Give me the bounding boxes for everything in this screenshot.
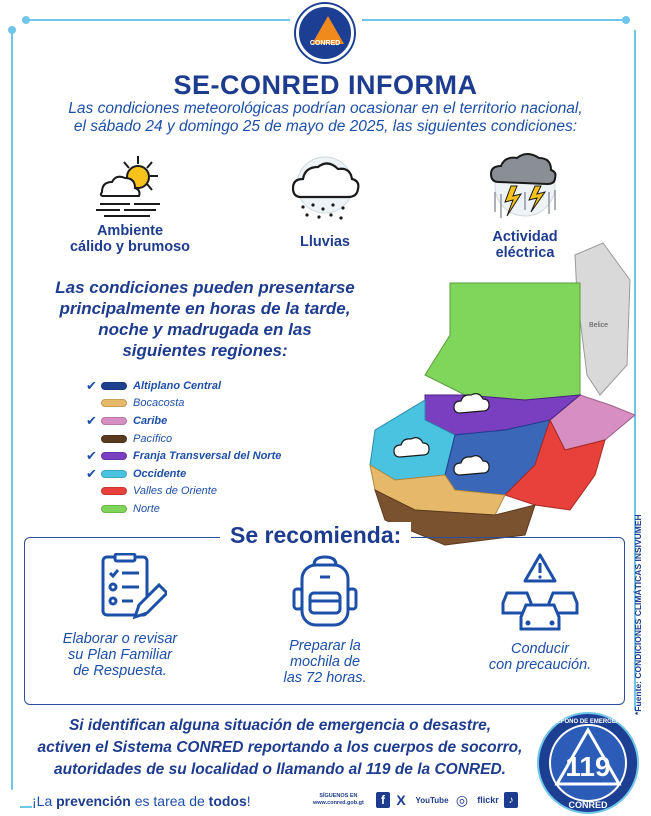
recommendation-backpack xyxy=(250,638,400,686)
map-region-norte xyxy=(425,283,580,400)
check-icon: ✔ xyxy=(86,448,97,464)
follow-us: SÍGUENOS EN www.conred.gob.gt xyxy=(313,793,364,806)
rain-cloud-icon xyxy=(283,155,367,227)
condition-hot-hazy-line1: Ambiente xyxy=(96,223,164,239)
legend-swatch xyxy=(101,452,127,460)
legend-swatch xyxy=(101,382,127,390)
recommendations-title: Se recomienda: xyxy=(220,522,411,549)
legend-swatch xyxy=(101,417,127,425)
check-icon: ✔ xyxy=(86,377,97,393)
legend-label: Norte xyxy=(133,502,160,515)
closing-message xyxy=(20,715,540,781)
sun-cloud-haze-icon xyxy=(90,152,170,222)
condition-rain-label: Lluvias xyxy=(300,234,350,250)
logo-text: CONRED xyxy=(309,40,341,47)
legend-item-valles-oriente xyxy=(84,483,304,501)
legend-label: Franja Transversal del Norte xyxy=(133,450,282,463)
regions-intro-line1: Las condiciones pueden presentarse xyxy=(55,278,355,297)
intro-line-2: el sábado 24 y domingo 25 de mayo de 2025, las siguientes condiciones: xyxy=(73,118,578,135)
footer-slogan: ¡La prevención es tarea de todos! xyxy=(32,793,251,809)
recommendation-backpack-line2: mochila de xyxy=(289,654,361,670)
map-region-belice xyxy=(575,243,630,395)
frame-top-left xyxy=(28,19,290,21)
legend-item-caribe xyxy=(84,412,304,430)
guatemala-regions-map xyxy=(355,235,645,550)
youtube-icon[interactable]: YouTube xyxy=(415,795,449,805)
legend-swatch xyxy=(101,487,127,495)
recommendation-driving-line2: con precaución. xyxy=(488,657,592,673)
legend-item-bocacosta xyxy=(84,395,304,413)
x-icon[interactable]: X xyxy=(396,792,406,808)
closing-line2: activen el Sistema CONRED reportando a los cuerpos de socorro, xyxy=(37,739,523,756)
cars-warning-icon xyxy=(497,551,583,635)
recommendation-plan xyxy=(40,631,200,679)
flickr-icon[interactable]: flickr xyxy=(477,795,499,805)
recommendation-driving xyxy=(465,641,615,673)
legend-item-franja-transversal xyxy=(84,447,304,465)
recommendation-backpack-line3: las 72 horas. xyxy=(283,670,367,686)
recommendation-backpack-line1: Preparar la xyxy=(289,638,361,654)
frame-bottom xyxy=(20,806,32,808)
tiktok-icon[interactable]: ♪ xyxy=(504,792,518,808)
frame-left xyxy=(11,30,13,790)
map-label-belice: Belice xyxy=(589,322,609,329)
frame-dot-left xyxy=(8,26,16,34)
frame-dot-top-right xyxy=(622,16,630,24)
storm-cloud-icon xyxy=(483,152,567,224)
legend-item-occidente xyxy=(84,465,304,483)
check-icon: ✔ xyxy=(86,465,97,481)
source-note: *Fuente: CONDICIONES CLIMÁTICAS INSIVUMEH xyxy=(633,514,643,715)
legend-swatch xyxy=(101,435,127,443)
checklist-icon xyxy=(95,553,167,625)
legend-label: Pacífico xyxy=(133,432,173,445)
regions-intro-line3: noche y madrugada en las xyxy=(98,320,312,339)
intro-line-1: Las condiciones meteorológicas podrían ocasionar en el territorio nacional, xyxy=(68,100,583,117)
backpack-icon xyxy=(290,555,360,629)
condition-electric-line1: Actividad xyxy=(492,229,558,245)
recommendation-plan-line1: Elaborar o revisar xyxy=(62,631,178,647)
condition-hot-hazy xyxy=(55,152,205,255)
badge-arc-text: TELÉFONO DE EMERGENCIA xyxy=(545,719,631,725)
legend-label: Bocacosta xyxy=(133,397,185,410)
regions-intro-line4: siguientes regiones: xyxy=(122,341,288,360)
legend-swatch xyxy=(101,505,127,513)
regions-intro-line2: principalmente en horas de la tarde, xyxy=(59,299,351,318)
closing-line1: Si identifican alguna situación de emergencia o desastre, xyxy=(68,717,492,734)
legend-item-pacifico xyxy=(84,430,304,448)
legend-label: Caribe xyxy=(133,414,168,427)
condition-electric-line2: eléctrica xyxy=(495,245,555,261)
closing-line3: autoridades de su localidad o llamando al 119 de la CONRED. xyxy=(54,761,506,778)
check-icon: ✔ xyxy=(86,412,97,428)
legend-item-norte xyxy=(84,500,304,518)
legend-swatch xyxy=(101,399,127,407)
emergency-119-badge xyxy=(535,710,641,816)
instagram-icon[interactable]: ◎ xyxy=(455,791,469,808)
legend-label: Altiplano Central xyxy=(133,379,222,392)
recommendation-plan-line3: de Respuesta. xyxy=(73,663,167,679)
badge-number: 119 xyxy=(565,751,611,782)
regions-intro xyxy=(20,277,390,361)
condition-hot-hazy-line2: cálido y brumoso xyxy=(69,239,191,255)
recommendation-plan-line2: su Plan Familiar xyxy=(68,647,172,663)
legend-item-altiplano-central xyxy=(84,377,304,395)
badge-bottom-text: CONRED xyxy=(568,800,608,810)
legend-swatch xyxy=(101,470,127,478)
legend-label: Occidente xyxy=(133,467,187,480)
intro-text xyxy=(30,100,621,136)
recommendation-driving-line1: Conducir xyxy=(510,641,570,657)
conred-logo xyxy=(296,4,354,62)
legend-label: Valles de Oriente xyxy=(133,485,217,498)
facebook-icon[interactable]: f xyxy=(376,792,390,808)
page-title: SE-CONRED INFORMA xyxy=(173,70,478,100)
regions-legend xyxy=(84,377,304,518)
frame-dot-top-left xyxy=(22,16,30,24)
frame-top-right xyxy=(362,19,624,21)
